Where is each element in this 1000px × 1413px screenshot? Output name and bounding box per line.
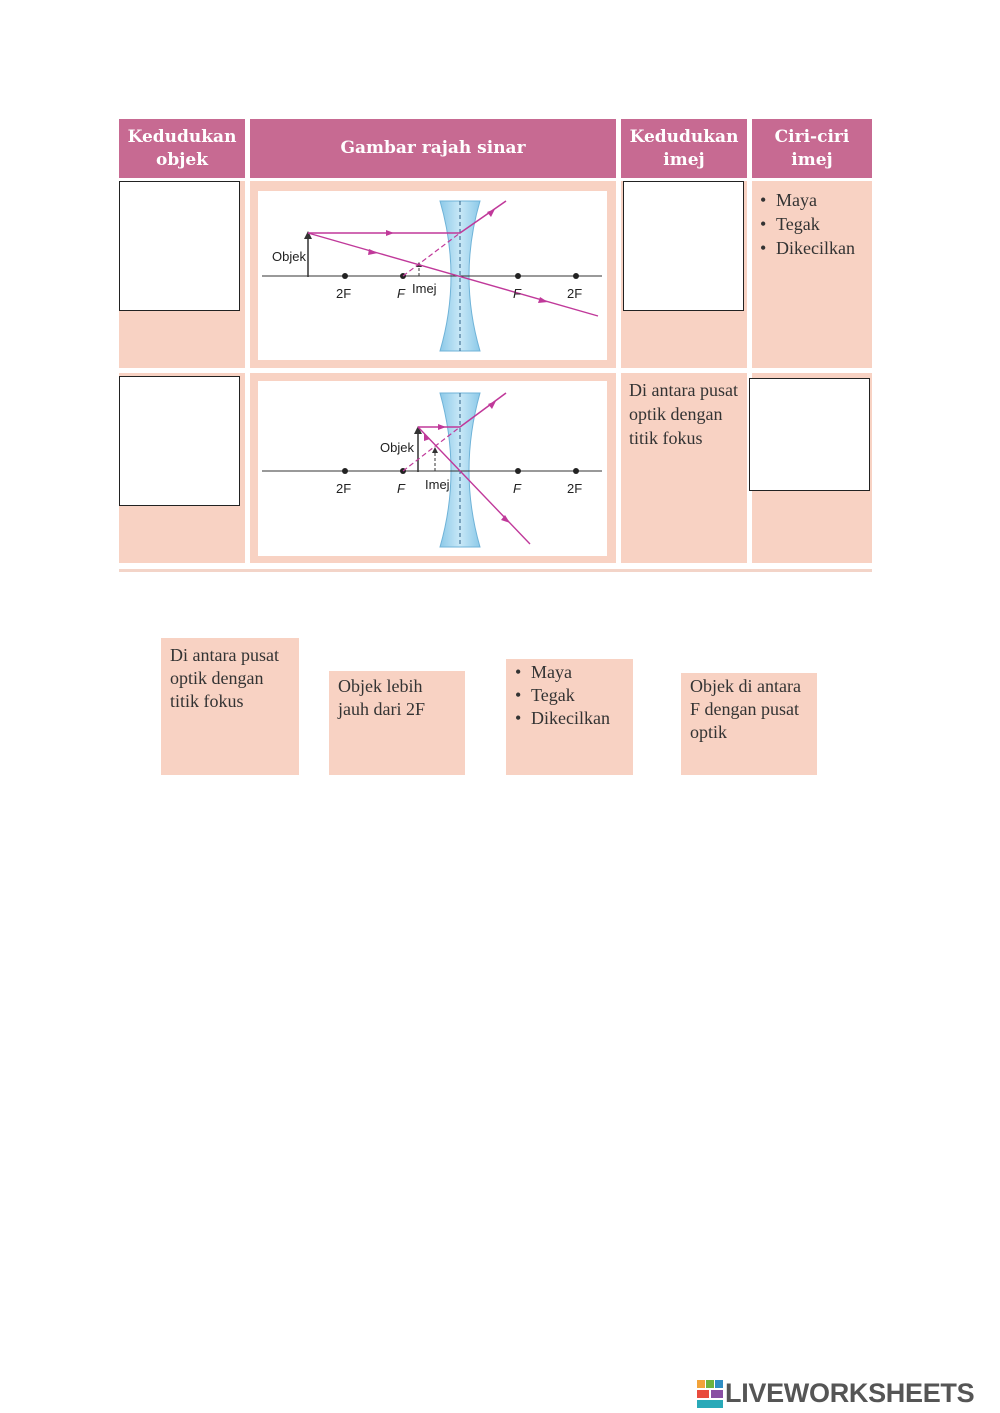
- ray-arrowhead: [424, 433, 430, 441]
- ray-arrowhead: [487, 209, 495, 217]
- liveworksheets-logo: [697, 1378, 974, 1409]
- image-label: Imej: [425, 477, 450, 492]
- ray-arrowhead: [538, 297, 548, 303]
- answer-card-object-between-f-and-centre[interactable]: [681, 673, 817, 775]
- header-label: Ciri-ciri imej: [774, 126, 850, 170]
- point-2f-right: [573, 468, 579, 474]
- axis-label: F: [513, 481, 521, 496]
- ray-arrowhead: [386, 230, 394, 236]
- card-list-item: • Dikecilkan: [515, 707, 624, 730]
- point-2f-left: [342, 273, 348, 279]
- card-list-item: • Tegak: [515, 684, 624, 707]
- header-label: Kedudukan imej: [629, 126, 739, 170]
- point-2f-left: [342, 468, 348, 474]
- header-label: Kedudukan objek: [127, 126, 237, 170]
- characteristic-item: • Maya: [760, 188, 868, 212]
- axis-label: 2F: [336, 481, 352, 496]
- header-object-position: [119, 119, 245, 178]
- header-image-position: [621, 119, 747, 178]
- image-label: Imej: [412, 281, 437, 296]
- point-f-right: [515, 468, 521, 474]
- axis-label: 2F: [567, 286, 583, 301]
- axis-label: F: [397, 481, 405, 496]
- object-label: Objek: [380, 440, 414, 455]
- header-ray-diagram: [250, 119, 616, 178]
- axis-label: F: [513, 286, 521, 301]
- card-text: Di antara pusat optik dengan titik fokus: [170, 645, 279, 711]
- row2-image-position-text: Di antara pusat optik dengan titik fokus: [629, 380, 738, 448]
- drop-zone-row1-object[interactable]: [119, 181, 240, 311]
- logo-mark-icon: [697, 1380, 723, 1408]
- answer-card-between-centre-and-focus[interactable]: [161, 638, 299, 775]
- row1-characteristics-list: [760, 188, 868, 260]
- ray-diagram-1: [258, 191, 607, 360]
- axis-label: 2F: [336, 286, 352, 301]
- drop-zone-row2-characteristics[interactable]: [749, 378, 870, 491]
- ray-arrowhead: [488, 401, 496, 409]
- ray-diagram-2: [258, 381, 607, 556]
- drop-zone-row2-object[interactable]: [119, 376, 240, 506]
- axis-label: F: [397, 286, 405, 301]
- point-2f-right: [573, 273, 579, 279]
- card-text: Objek di antara F dengan pusat optik: [690, 676, 801, 742]
- characteristic-item: • Dikecilkan: [760, 236, 868, 260]
- object-arrowhead: [304, 231, 312, 239]
- axis-label: 2F: [567, 481, 583, 496]
- object-label: Objek: [272, 249, 306, 264]
- ray-arrowhead: [438, 424, 446, 430]
- header-label: Gambar rajah sinar: [340, 138, 526, 158]
- answer-card-object-beyond-2f[interactable]: [329, 671, 465, 775]
- answer-card-image-characteristics[interactable]: [506, 659, 633, 775]
- characteristic-item: • Tegak: [760, 212, 868, 236]
- card-list-item: • Maya: [515, 661, 624, 684]
- drop-zone-row1-image[interactable]: [623, 181, 744, 311]
- card-text: Objek lebih jauh dari 2F: [338, 676, 425, 719]
- table-bottom-rule: [119, 569, 872, 572]
- header-image-characteristics: [752, 119, 872, 178]
- logo-text: LIVEWORKSHEETS: [725, 1378, 975, 1408]
- ray-arrowhead: [501, 515, 510, 523]
- point-f-right: [515, 273, 521, 279]
